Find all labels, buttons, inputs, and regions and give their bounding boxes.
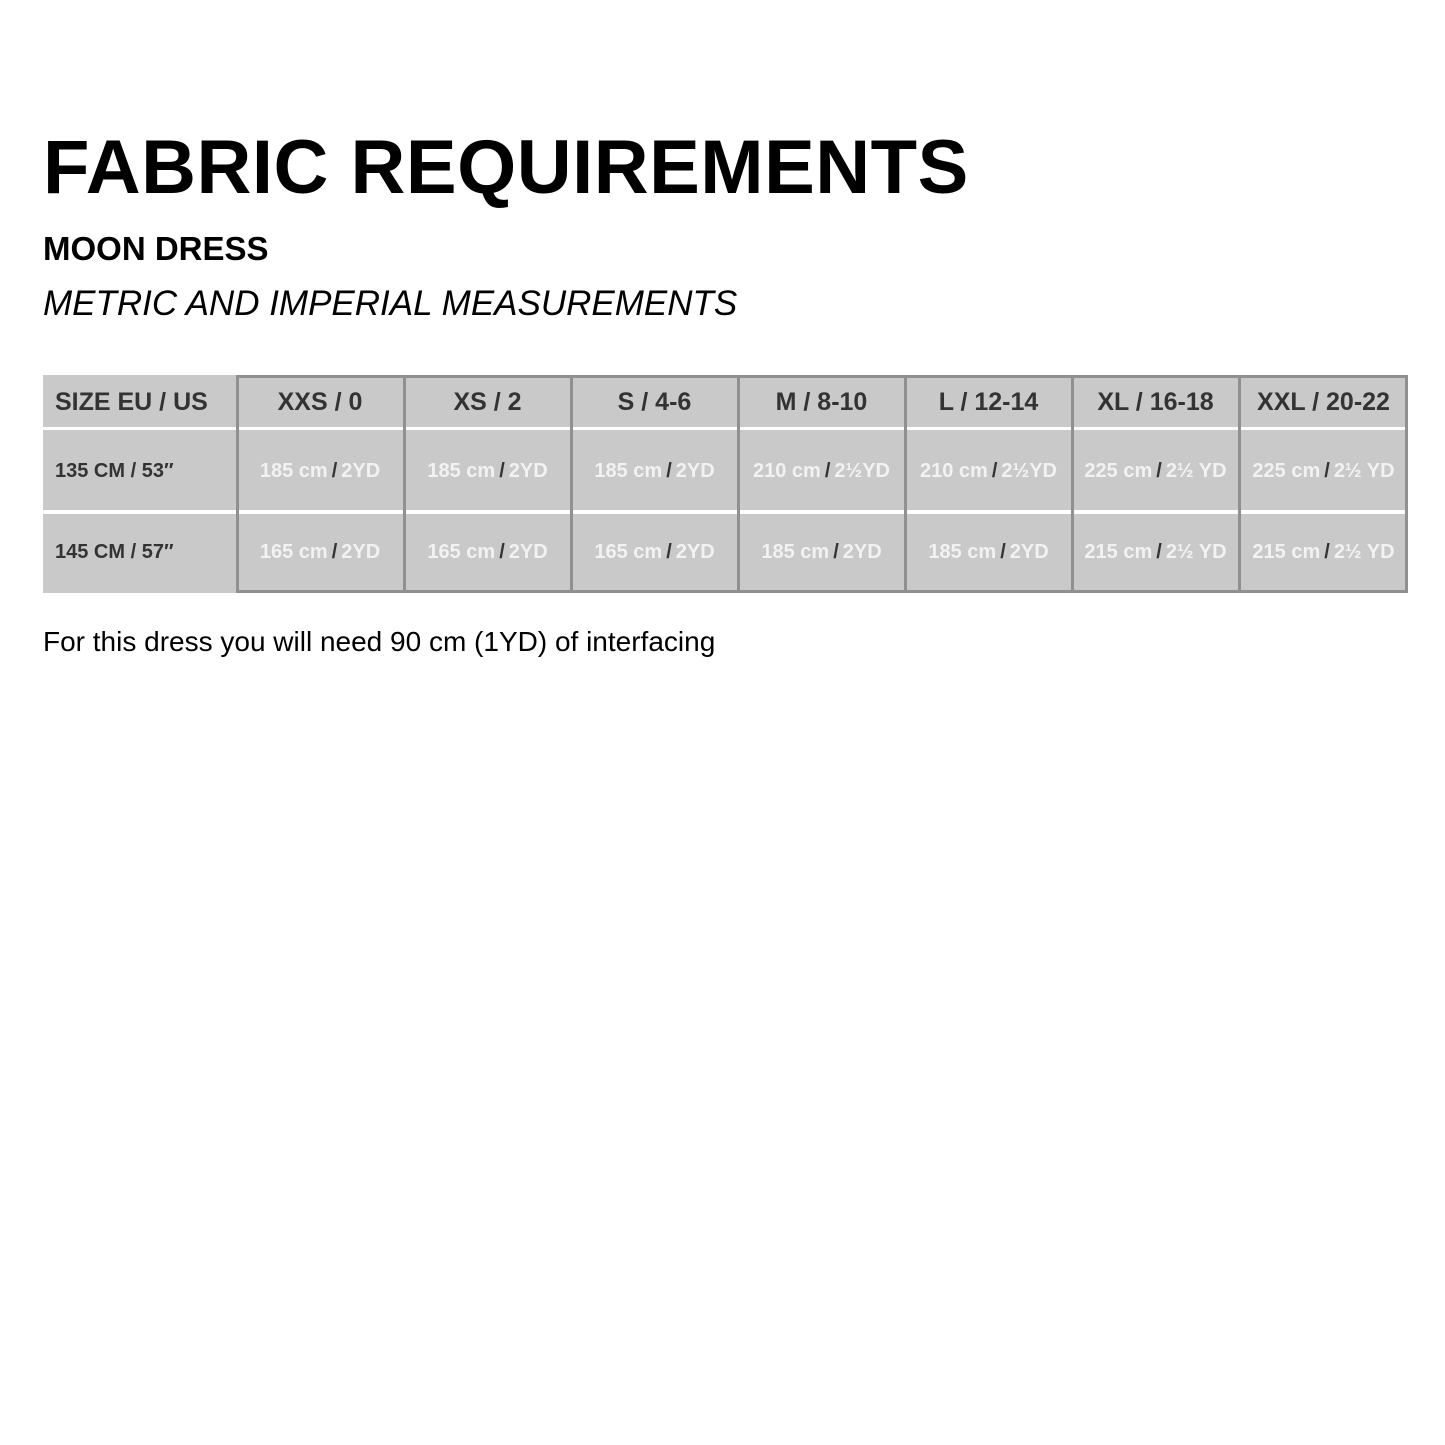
- measurements-note: METRIC AND IMPERIAL MEASUREMENTS: [43, 284, 738, 323]
- separator: /: [1156, 459, 1162, 482]
- table-cell: [905, 513, 1072, 591]
- separator: /: [331, 459, 338, 482]
- row-label-145cm: 145 CM / 57″: [55, 540, 174, 563]
- header-divider: [43, 427, 1408, 430]
- table-bottom-border: [236, 590, 1408, 593]
- size-header-s: S / 4-6: [617, 387, 692, 416]
- table-cell: [404, 513, 571, 591]
- separator: /: [1324, 459, 1330, 482]
- imperial-value: 2YD: [675, 459, 715, 482]
- row-divider: [43, 510, 1408, 514]
- separator: /: [331, 540, 338, 563]
- imperial-value: 2YD: [341, 459, 381, 482]
- separator: /: [666, 540, 672, 563]
- imperial-value: 2½ YD: [1165, 540, 1227, 563]
- imperial-value: 2YD: [508, 540, 548, 563]
- metric-value: 185 cm: [761, 540, 830, 563]
- table-cell: [236, 513, 404, 591]
- size-header-xl: XL / 16-18: [1097, 387, 1214, 416]
- metric-value: 225 cm: [1252, 459, 1321, 482]
- separator: /: [1000, 540, 1006, 563]
- page-title: FABRIC REQUIREMENTS: [43, 125, 969, 210]
- table-cell: [1072, 431, 1239, 511]
- separator: /: [833, 540, 839, 563]
- separator: /: [499, 459, 505, 482]
- imperial-value: 2½ YD: [1333, 540, 1395, 563]
- imperial-value: 2½ YD: [1333, 459, 1395, 482]
- fabric-requirements-table: [43, 375, 1408, 593]
- metric-value: 215 cm: [1252, 540, 1321, 563]
- imperial-value: 2½ YD: [1165, 459, 1227, 482]
- metric-value: 185 cm: [594, 459, 663, 482]
- metric-value: 225 cm: [1084, 459, 1153, 482]
- imperial-value: 2½YD: [834, 459, 890, 482]
- table-cell: [738, 431, 905, 511]
- metric-value: 165 cm: [427, 540, 496, 563]
- row-label-135cm: 135 CM / 53″: [55, 459, 174, 482]
- table-cell: [1072, 513, 1239, 591]
- size-header-xxl: XXL / 20-22: [1257, 387, 1390, 416]
- column-divider: [403, 375, 406, 593]
- table-right-border: [1405, 375, 1408, 593]
- metric-value: 215 cm: [1084, 540, 1153, 563]
- imperial-value: 2YD: [842, 540, 882, 563]
- separator: /: [666, 459, 672, 482]
- size-header-xxs: XXS / 0: [277, 387, 363, 416]
- size-header-m: M / 8-10: [775, 387, 868, 416]
- separator: /: [824, 459, 831, 482]
- column-divider: [904, 375, 907, 593]
- table-cell: [738, 513, 905, 591]
- imperial-value: 2YD: [1009, 540, 1049, 563]
- metric-value: 185 cm: [928, 540, 997, 563]
- metric-value: 210 cm: [920, 459, 988, 482]
- table-cell: [236, 431, 404, 511]
- column-divider: [236, 375, 239, 593]
- pattern-name: MOON DRESS: [43, 230, 269, 267]
- table-cell: [1239, 431, 1408, 511]
- size-header-l: L / 12-14: [938, 387, 1039, 416]
- imperial-value: 2YD: [675, 540, 715, 563]
- separator: /: [1156, 540, 1162, 563]
- table-cell: [571, 513, 738, 591]
- metric-value: 210 cm: [753, 459, 821, 482]
- size-header: SIZE EU / US: [55, 387, 208, 416]
- column-divider: [1071, 375, 1074, 593]
- separator: /: [499, 540, 505, 563]
- column-divider: [1238, 375, 1241, 593]
- column-divider: [570, 375, 573, 593]
- separator: /: [1324, 540, 1330, 563]
- table-cell: [404, 431, 571, 511]
- table-cell: [571, 431, 738, 511]
- metric-value: 165 cm: [594, 540, 663, 563]
- interfacing-note: For this dress you will need 90 cm (1YD) of interfacing: [43, 626, 716, 657]
- metric-value: 185 cm: [259, 459, 328, 482]
- table-cell: [1239, 513, 1408, 591]
- metric-value: 185 cm: [427, 459, 496, 482]
- column-divider: [737, 375, 740, 593]
- table-cell: [905, 431, 1072, 511]
- table-top-border: [236, 375, 1408, 378]
- metric-value: 165 cm: [259, 540, 328, 563]
- imperial-value: 2YD: [508, 459, 548, 482]
- size-header-xs: XS / 2: [453, 387, 522, 416]
- imperial-value: 2YD: [341, 540, 381, 563]
- separator: /: [991, 459, 998, 482]
- imperial-value: 2½YD: [1001, 459, 1057, 482]
